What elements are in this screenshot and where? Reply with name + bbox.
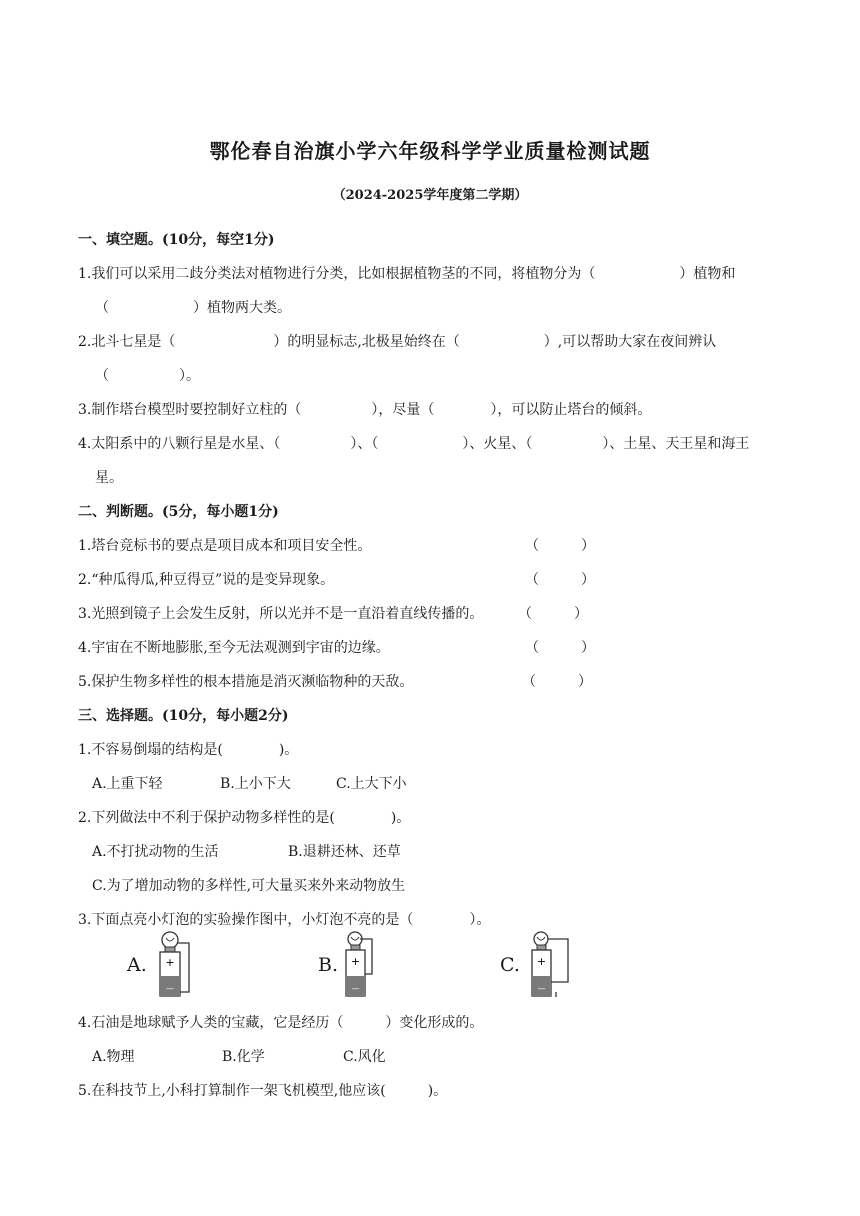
fill-q4-line2: 星。 (95, 470, 123, 486)
judge-q3-answer: （ ） (518, 606, 588, 622)
section-3-heading: 三、选择题。(10分，每小题2分) (78, 708, 289, 724)
choice-q2-stem: 2.下列做法中不利于保护动物多样性的是( )。 (78, 810, 411, 826)
choice-q1-option-b: B.上小下大 (220, 776, 291, 792)
battery-a-plus: + (165, 956, 175, 969)
judge-q2: 2.“种瓜得瓜,种豆得豆”说的是变异现象。 (78, 572, 335, 588)
choice-q4-option-c: C.风化 (343, 1049, 386, 1065)
fill-q2-line2: （ ）。 (95, 368, 200, 384)
fill-q1-line1: 1.我们可以采用二歧分类法对植物进行分类，比如根据植物茎的不同，将植物分为（ ）植物和 (78, 266, 736, 282)
circuit-b-diagram (340, 930, 390, 998)
choice-q2-option-a: A.不打扰动物的生活 (92, 844, 219, 860)
choice-q1-stem: 1.不容易倒塌的结构是( )。 (78, 742, 299, 758)
battery-b-plus: + (350, 955, 361, 968)
section-1-heading: 一、填空题。(10分，每空1分) (78, 232, 275, 248)
choice-q1-option-a: A.上重下轻 (92, 776, 163, 792)
choice-q5-stem: 5.在科技节上,小科打算制作一架飞机模型,他应该( )。 (78, 1083, 448, 1099)
choice-q3-option-b-label: B. (318, 954, 339, 976)
fill-q4-line1: 4.太阳系中的八颗行星是水星、（ ）、（ ）、火星、（ ）、土星、天王星和海王 (78, 436, 750, 452)
choice-q1-option-c: C.上大下小 (336, 776, 407, 792)
judge-q5: 5.保护生物多样性的根本措施是消灭濒临物种的天敌。 (78, 674, 414, 690)
battery-b-minus: — (351, 984, 360, 993)
judge-q4: 4.宇宙在不断地膨胀,至今无法观测到宇宙的边缘。 (78, 640, 390, 656)
choice-q3-option-c-label: C. (500, 954, 520, 976)
circuit-a-diagram (152, 930, 202, 998)
page-subtitle: （2024-2025学年度第二学期） (332, 188, 528, 203)
choice-q4-stem: 4.石油是地球赋予人类的宝藏，它是经历（ ）变化形成的。 (78, 1015, 484, 1031)
battery-c-minus: — (537, 984, 546, 993)
judge-q1-answer: （ ） (525, 538, 595, 554)
fill-q3-line: 3.制作塔台模型时要控制好立柱的（ ），尽量（ ），可以防止塔台的倾斜。 (78, 402, 652, 418)
fill-q2-line1: 2.北斗七星是（ ）的明显标志,北极星始终在（ ）,可以帮助大家在夜间辨认 (78, 334, 717, 350)
choice-q4-option-a: A.物理 (92, 1049, 135, 1065)
fill-q1-line2: （ ）植物两大类。 (95, 300, 291, 316)
circuit-c-diagram (524, 930, 574, 998)
battery-a-minus: — (166, 984, 174, 993)
judge-q3: 3.光照到镜子上会发生反射，所以光并不是一直沿着直线传播的。 (78, 606, 484, 622)
page-title: 鄂伦春自治旗小学六年级科学学业质量检测试题 (209, 139, 651, 163)
choice-q2-option-c: C.为了增加动物的多样性,可大量买来外来动物放生 (92, 878, 406, 894)
section-2-heading: 二、判断题。(5分，每小题1分) (78, 504, 279, 520)
choice-q4-option-b: B.化学 (222, 1049, 265, 1065)
choice-q3-option-a-label: A. (127, 954, 147, 976)
battery-c-plus: + (536, 955, 547, 968)
choice-q3-stem: 3.下面点亮小灯泡的实验操作图中，小灯泡不亮的是（ ）。 (78, 912, 491, 928)
judge-q2-answer: （ ） (525, 572, 595, 588)
judge-q5-answer: （ ） (522, 674, 592, 690)
judge-q1: 1.塔台竞标书的要点是项目成本和项目安全性。 (78, 538, 372, 554)
judge-q4-answer: （ ） (525, 640, 595, 656)
choice-q2-option-b: B.退耕还林、还草 (288, 844, 401, 860)
